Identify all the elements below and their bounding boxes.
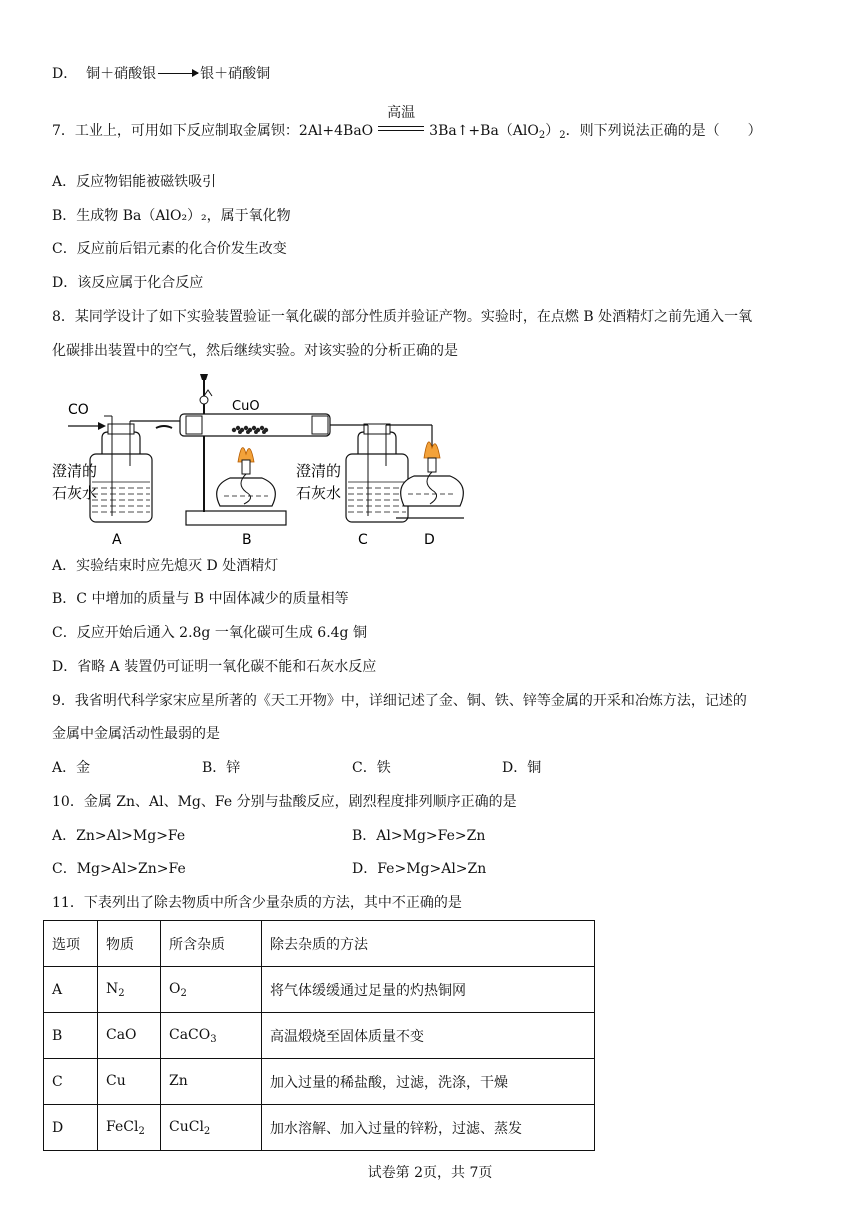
reaction-arrow-icon xyxy=(158,73,198,74)
q7-stem-part-c: ） xyxy=(545,123,560,139)
cell-substance: CaO xyxy=(98,1013,161,1059)
q6-option-d-right: 银＋硝酸铜 xyxy=(200,66,271,82)
cuo-label: CuO xyxy=(232,399,260,414)
header-impurity: 所含杂质 xyxy=(161,921,262,967)
impurity-removal-table xyxy=(43,920,595,1151)
cell-option: C xyxy=(44,1059,98,1105)
q7-option-d: D．该反应属于化合反应 xyxy=(52,275,204,291)
equals-condition-sign xyxy=(375,105,427,141)
q7-stem xyxy=(52,105,762,146)
cell-substance: $N_2$ xyxy=(98,967,161,1013)
table-row xyxy=(44,967,595,1013)
bottle-c-label-1: 澄清的 xyxy=(296,462,342,480)
cell-method: 加入过量的稀盐酸，过滤，洗涤，干燥 xyxy=(262,1059,595,1105)
bottle-a-label-2: 石灰水 xyxy=(52,484,98,502)
table-row xyxy=(44,1105,595,1151)
experiment-apparatus-figure xyxy=(52,366,470,550)
q8-option-c: C．反应开始后通入 2.8g 一氧化碳可生成 6.4g 铜 xyxy=(52,625,367,641)
bottle-c-label-2: 石灰水 xyxy=(296,484,342,502)
cell-substance: FeCl$_2$ xyxy=(98,1105,161,1151)
page-footer: 试卷第 2页，共 7页 xyxy=(367,1165,493,1181)
q7-stem-part-a: 7．工业上，可用如下反应制取金属钡：2Al+4BaO xyxy=(52,123,374,139)
q10-option-d: D．Fe>Mg>Al>Zn xyxy=(352,861,487,877)
cell-method: 将气体缓缓通过足量的灼热铜网 xyxy=(262,967,595,1013)
q7-subscript-2: 2 xyxy=(559,130,566,141)
q8-stem-line-2: 化碳排出装置中的空气，然后继续实验。对该实验的分析正确的是 xyxy=(52,343,458,359)
q8-option-b: B．C 中增加的质量与 B 中固体减少的质量相等 xyxy=(52,591,349,607)
cell-option: B xyxy=(44,1013,98,1059)
q8-option-d: D．省略 A 装置仍可证明一氧化碳不能和石灰水反应 xyxy=(52,659,377,675)
label-c: C xyxy=(358,532,368,548)
cell-option: D xyxy=(44,1105,98,1151)
q9-option-c: C．铁 xyxy=(352,760,391,776)
q9-option-a: A．金 xyxy=(52,760,91,776)
q10-option-b: B．Al>Mg>Fe>Zn xyxy=(352,828,486,844)
header-option: 选项 xyxy=(44,921,98,967)
co-label: CO xyxy=(68,402,89,418)
q6-option-d-left: 铜＋硝酸银 xyxy=(86,66,157,82)
label-b: B xyxy=(242,532,252,548)
q10-option-a: A．Zn>Al>Mg>Fe xyxy=(52,828,186,844)
q9-option-d: D．铜 xyxy=(502,760,542,776)
alcohol-lamp-d xyxy=(396,442,464,518)
q9-stem-line-2: 金属中金属活动性最弱的是 xyxy=(52,726,220,742)
rubber-tube-ab xyxy=(156,426,172,428)
q7-option-b: B．生成物 Ba（AlO₂）₂，属于氧化物 xyxy=(52,208,291,224)
q7-subscript-1: 2 xyxy=(538,130,546,141)
label-d: D xyxy=(424,532,435,548)
header-substance: 物质 xyxy=(98,921,161,967)
q6-option-d xyxy=(52,64,270,84)
reaction-condition: 高温 xyxy=(387,105,416,121)
bottle-c xyxy=(346,424,432,522)
table-header-row xyxy=(44,921,595,967)
q9-option-b: B．锌 xyxy=(202,760,241,776)
table-row xyxy=(44,1059,595,1105)
label-a: A xyxy=(112,532,122,548)
q6-option-d-letter: D． xyxy=(52,66,78,82)
q11-stem: 11．下表列出了除去物质中所含少量杂质的方法，其中不正确的是 xyxy=(52,895,462,911)
q7-stem-part-d: ．则下列说法正确的是（ ） xyxy=(565,123,762,139)
table-row xyxy=(44,1013,595,1059)
cell-method: 高温煅烧至固体质量不变 xyxy=(262,1013,595,1059)
q9-stem-line-1: 9．我省明代科学家宋应星所著的《天工开物》中，详细记述了金、铜、铁、锌等金属的开采和冶炼方法，记述的 xyxy=(52,693,747,709)
q8-option-a: A．实验结束时应先熄灭 D 处酒精灯 xyxy=(52,558,279,574)
cell-impurity: Zn xyxy=(161,1059,262,1105)
cell-method: 加水溶解、加入过量的锌粉，过滤、蒸发 xyxy=(262,1105,595,1151)
q7-option-a: A．反应物铝能被磁铁吸引 xyxy=(52,174,217,190)
header-method: 除去杂质的方法 xyxy=(262,921,595,967)
q8-stem-line-1: 8．某同学设计了如下实验装置验证一氧化碳的部分性质并验证产物。实验时，在点燃 B 处酒精灯之前先通入一氧 xyxy=(52,309,753,325)
cell-impurity: CuCl$_2$ xyxy=(161,1105,262,1151)
cell-substance: Cu xyxy=(98,1059,161,1105)
co-inlet-arrowhead-icon xyxy=(98,422,106,430)
q10-option-c: C．Mg>Al>Zn>Fe xyxy=(52,861,186,877)
cell-impurity: $O_2$ xyxy=(161,967,262,1013)
q10-stem: 10．金属 Zn、Al、Mg、Fe 分别与盐酸反应，剧烈程度排列顺序正确的是 xyxy=(52,794,517,810)
combustion-tube xyxy=(180,414,360,436)
q7-stem-part-b: 3Ba↑+Ba（AlO xyxy=(429,123,539,139)
bottle-a-label-1: 澄清的 xyxy=(52,462,98,480)
cell-option: A xyxy=(44,967,98,1013)
bottle-a xyxy=(90,416,180,522)
alcohol-lamp-b xyxy=(217,448,276,506)
cell-impurity: CaCO$_3$ xyxy=(161,1013,262,1059)
q7-option-c: C．反应前后铝元素的化合价发生改变 xyxy=(52,241,287,257)
